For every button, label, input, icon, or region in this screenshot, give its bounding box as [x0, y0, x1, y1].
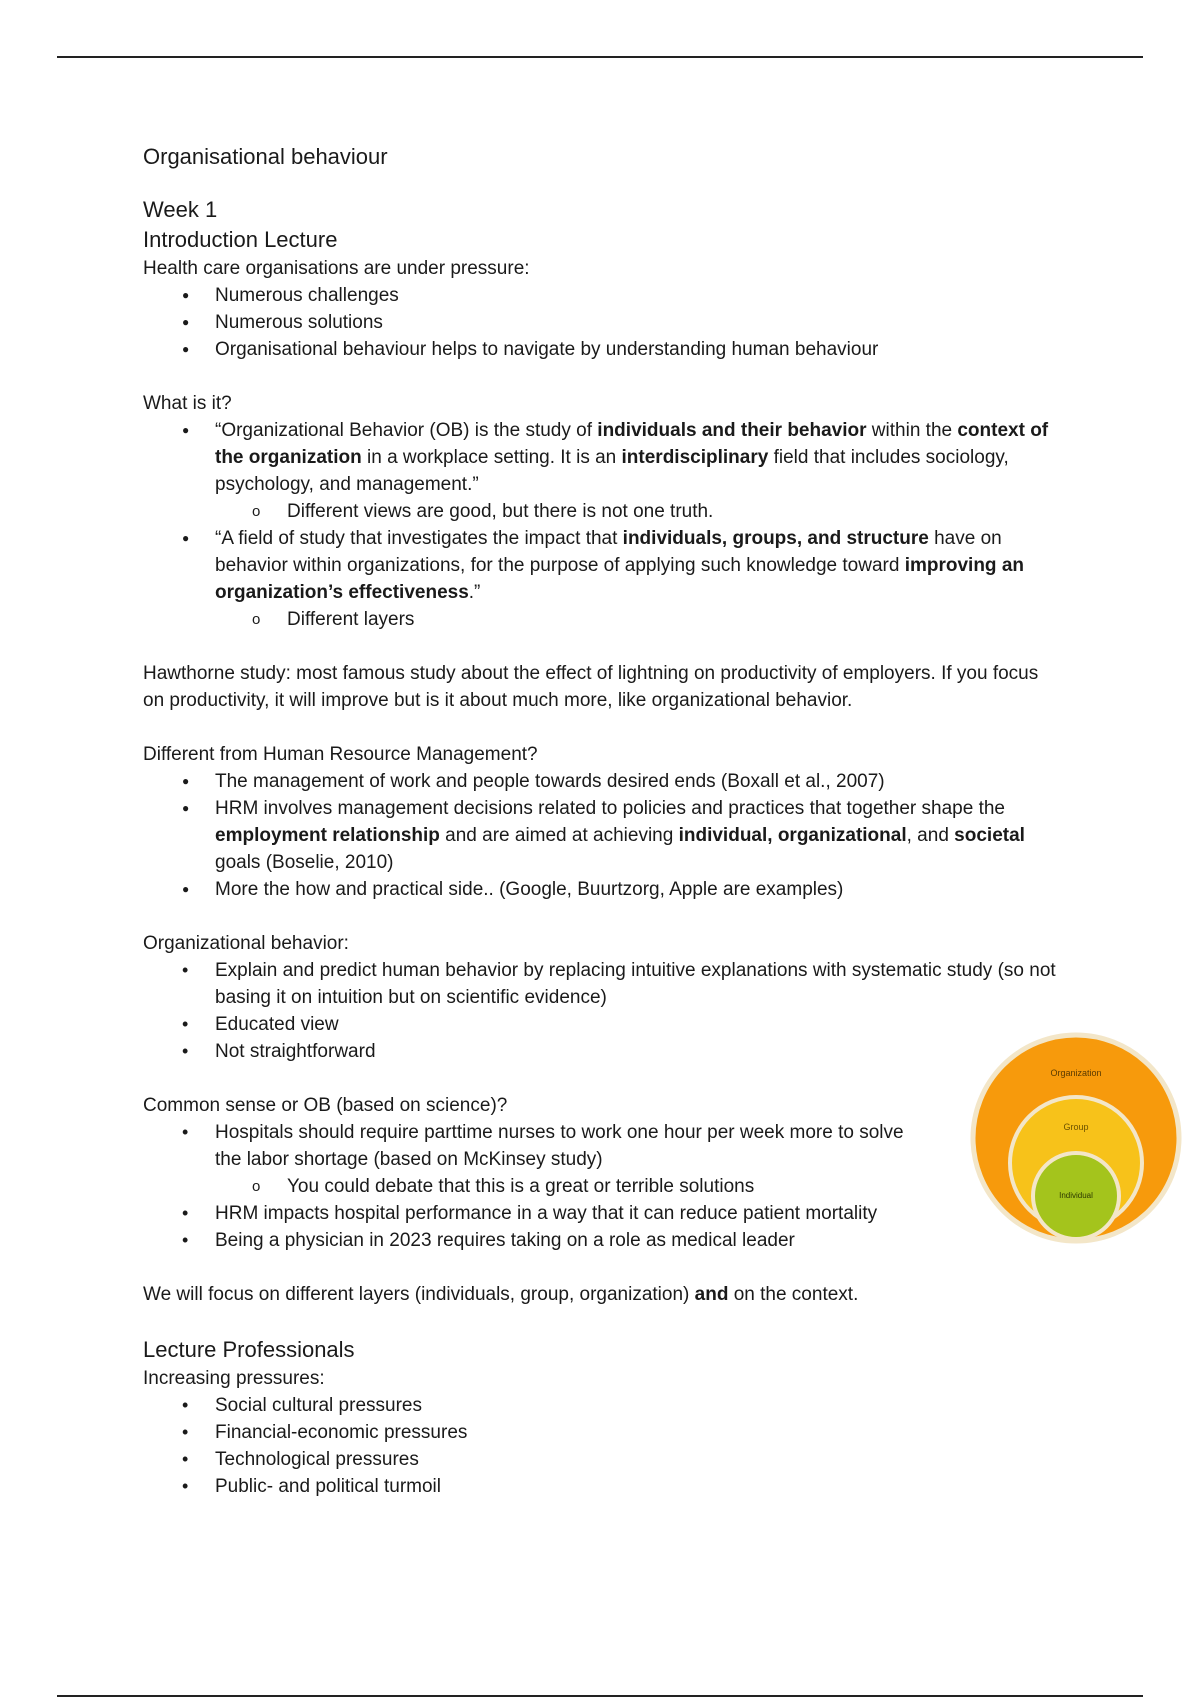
text-span: .” [468, 582, 481, 603]
text-span: field that includes sociology, psychology, and management.” [215, 447, 1009, 495]
list-item: • Educated view [143, 1011, 1063, 1038]
text-span: and are aimed at achieving [439, 825, 679, 846]
bold-span: societal [954, 825, 1025, 846]
organization-label: Organization [1050, 1068, 1102, 1078]
hawthorne-paragraph: Hawthorne study: most famous study about the effect of lightning on productivity of employers. If you focus on productivity, it will improve but is it about much more, like organizational behavior. [143, 663, 1039, 711]
list-item: • Public- and political turmoil [143, 1473, 1063, 1500]
text-span: HRM involves management decisions related to policies and practices that together shape the [215, 798, 1005, 819]
text-span: within the [866, 420, 958, 441]
list-item [143, 1119, 933, 1200]
bold-span: context of the organization [215, 420, 1049, 468]
text-span: “A field of study that investigates the impact that [215, 528, 623, 549]
professionals-heading: Lecture Professionals [143, 1337, 355, 1362]
list-item: • Technological pressures [143, 1446, 1063, 1473]
sub-item: o Different views are good, but there is not one truth. [215, 498, 1063, 525]
list-item: • Financial-economic pressures [143, 1419, 1063, 1446]
definition-list [143, 417, 1063, 633]
ob-heading: Organizational behavior: [143, 933, 349, 954]
text-span: , and [906, 825, 955, 846]
bold-span: individuals, groups, and structure [622, 528, 929, 549]
text-span: We will focus on different layers (individuals, group, organization) [143, 1284, 695, 1305]
intro-heading: Introduction Lecture [143, 227, 338, 252]
pressure-list [143, 282, 1063, 363]
what-is-it-heading: What is it? [143, 393, 232, 414]
document-body [143, 142, 1063, 1500]
list-item: • HRM impacts hospital performance in a way that it can reduce patient mortality [143, 1200, 933, 1227]
sub-list [215, 606, 1063, 633]
group-label: Group [1063, 1122, 1089, 1132]
list-item: • Social cultural pressures [143, 1392, 1063, 1419]
list-item: • Being a physician in 2023 requires taking on a role as medical leader [143, 1227, 933, 1254]
sub-list [215, 1173, 933, 1200]
hrm-list [143, 768, 1063, 903]
bold-span: improving an organization’s effectiveness [215, 555, 1024, 603]
bold-span: employment relationship [215, 825, 440, 846]
ob-list [143, 957, 1063, 1065]
common-sense-heading: Common sense or OB (based on science)? [143, 1095, 508, 1116]
text-span: “Organizational Behavior (OB) is the study of [215, 420, 598, 441]
pressure-intro: Health care organisations are under pressure: [143, 258, 530, 279]
text-span: on the context. [728, 1284, 859, 1305]
definition-item-2 [143, 525, 1063, 633]
list-item: ● More the how and practical side.. (Google, Buurtzorg, Apple are examples) [143, 876, 1063, 903]
document-title: Organisational behaviour [143, 144, 388, 169]
individual-label: Individual [1059, 1191, 1093, 1200]
common-sense-list [143, 1119, 933, 1254]
list-item: ● The management of work and people towards desired ends (Boxall et al., 2007) [143, 768, 1063, 795]
bottom-rule [57, 1695, 1143, 1697]
layers-diagram [963, 1028, 1189, 1248]
hrm-heading: Different from Human Resource Management? [143, 744, 538, 765]
bold-span: individual, organizational [678, 825, 907, 846]
text-span: have on behavior within organizations, for the purpose of applying such knowledge toward [215, 528, 1002, 576]
list-item: ● Numerous solutions [143, 309, 1063, 336]
bold-span: interdisciplinary [621, 447, 769, 468]
bold-span: and [694, 1284, 729, 1305]
list-item [143, 795, 1063, 876]
text-span: goals (Boselie, 2010) [215, 852, 394, 873]
layers-diagram-svg [963, 1028, 1189, 1248]
professionals-list [143, 1392, 1063, 1500]
sub-item: o Different layers [215, 606, 1063, 633]
list-item: • Explain and predict human behavior by replacing intuitive explanations with systematic study (so not basing it on intuition but on scientific evidence) [143, 957, 1063, 1011]
text-span: in a workplace setting. It is an [361, 447, 622, 468]
list-item: • Not straightforward [143, 1038, 1063, 1065]
sub-list [215, 498, 1063, 525]
top-rule [57, 56, 1143, 58]
week-heading: Week 1 [143, 197, 218, 222]
sub-item: o You could debate that this is a great or terrible solutions [215, 1173, 933, 1200]
focus-paragraph [143, 1281, 1063, 1308]
list-item: ● Numerous challenges [143, 282, 1063, 309]
professionals-intro: Increasing pressures: [143, 1368, 325, 1389]
bold-span: individuals and their behavior [597, 420, 867, 441]
list-item: ● Organisational behaviour helps to navigate by understanding human behaviour [143, 336, 1063, 363]
definition-item-1 [143, 417, 1063, 525]
text-span: Hospitals should require parttime nurses to work one hour per week more to solve the labor shortage (based on McKinsey study) [215, 1122, 904, 1170]
